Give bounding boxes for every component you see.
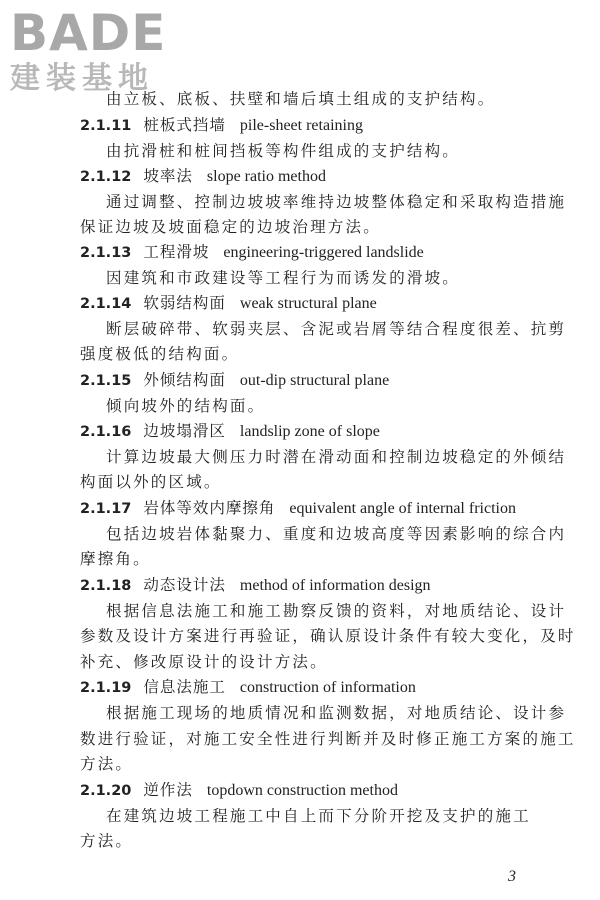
- term-definition: 强度极低的结构面。: [80, 345, 240, 363]
- term-number: 2.1.12: [80, 169, 132, 185]
- term-definition: 通过调整、控制边坡坡率维持边坡整体稳定和采取构造措施: [106, 193, 567, 211]
- term-heading: [80, 165, 326, 188]
- term-definition: 因建筑和市政建设等工程行为而诱发的滑坡。: [106, 269, 461, 287]
- term-chinese: 动态设计法: [143, 576, 226, 594]
- term-number: 2.1.17: [80, 501, 132, 517]
- term-english: method of information design: [239, 577, 431, 594]
- term-number: 2.1.18: [80, 578, 132, 594]
- term-number: 2.1.20: [80, 783, 132, 799]
- term-definition: 在建筑边坡工程施工中自上而下分阶开挖及支护的施工: [106, 807, 531, 825]
- term-chinese: 信息法施工: [143, 678, 226, 696]
- term-heading: [80, 420, 380, 443]
- term-definition: 构面以外的区域。: [80, 473, 222, 491]
- term-definition: 计算边坡最大侧压力时潜在滑动面和控制边坡稳定的外倾结: [106, 448, 567, 466]
- term-english: topdown construction method: [206, 782, 398, 799]
- bade-watermark-logo: [8, 4, 178, 96]
- term-chinese: 逆作法: [143, 781, 193, 799]
- term-heading: [80, 779, 398, 802]
- term-number: 2.1.13: [80, 245, 132, 261]
- term-number: 2.1.19: [80, 680, 132, 696]
- term-chinese: 坡率法: [143, 167, 193, 185]
- term-definition: 由抗滑桩和桩间挡板等构件组成的支护结构。: [106, 142, 461, 160]
- term-definition: 倾向坡外的结构面。: [106, 397, 266, 415]
- term-chinese: 岩体等效内摩擦角: [143, 499, 276, 517]
- term-chinese: 工程滑坡: [143, 243, 210, 261]
- term-chinese: 边坡塌滑区: [143, 422, 226, 440]
- term-definition: 包括边坡岩体黏聚力、重度和边坡高度等因素影响的综合内: [106, 525, 567, 543]
- term-definition: 参数及设计方案进行再验证，确认原设计条件有较大变化，及时: [80, 627, 576, 645]
- term-definition: 方法。: [80, 755, 134, 773]
- term-english: engineering-triggered landslide: [223, 244, 424, 261]
- term-number: 2.1.14: [80, 296, 132, 312]
- term-chinese: 桩板式挡墙: [143, 116, 226, 134]
- term-heading: [80, 574, 431, 597]
- term-heading: [80, 676, 416, 699]
- term-chinese: 软弱结构面: [143, 294, 226, 312]
- term-definition: 数进行验证，对施工安全性进行判断并及时修正施工方案的施工: [80, 730, 576, 748]
- intro-line: 由立板、底板、扶壁和墙后填土组成的支护结构。: [106, 90, 496, 108]
- watermark-subtitle: 建装基地: [10, 61, 154, 96]
- term-number: 2.1.15: [80, 373, 132, 389]
- term-english: landslip zone of slope: [239, 423, 380, 440]
- page-number: 3: [508, 868, 516, 885]
- term-english: out-dip structural plane: [239, 372, 390, 389]
- term-definition: 根据施工现场的地质情况和监测数据，对地质结论、设计参: [106, 704, 567, 722]
- term-heading: [80, 497, 516, 520]
- term-definition: 断层破碎带、软弱夹层、含泥或岩屑等结合程度很差、抗剪: [106, 320, 567, 338]
- term-heading: [80, 292, 377, 315]
- term-english: slope ratio method: [206, 168, 326, 185]
- term-english: equivalent angle of internal friction: [289, 500, 516, 517]
- term-definition: 保证边坡及坡面稳定的边坡治理方法。: [80, 218, 381, 236]
- term-english: construction of information: [239, 679, 416, 696]
- term-number: 2.1.11: [80, 118, 132, 134]
- term-definition: 根据信息法施工和施工勘察反馈的资料，对地质结论、设计: [106, 602, 567, 620]
- term-heading: [80, 241, 424, 264]
- watermark-brand: BADE: [10, 4, 167, 62]
- term-heading: [80, 114, 363, 137]
- term-heading: [80, 369, 389, 392]
- term-number: 2.1.16: [80, 424, 132, 440]
- term-definition: 补充、修改原设计的设计方法。: [80, 653, 328, 671]
- term-chinese: 外倾结构面: [143, 371, 226, 389]
- term-definition: 摩擦角。: [80, 550, 151, 568]
- term-english: weak structural plane: [239, 295, 377, 312]
- term-definition: 方法。: [80, 832, 134, 850]
- term-english: pile-sheet retaining: [239, 117, 363, 134]
